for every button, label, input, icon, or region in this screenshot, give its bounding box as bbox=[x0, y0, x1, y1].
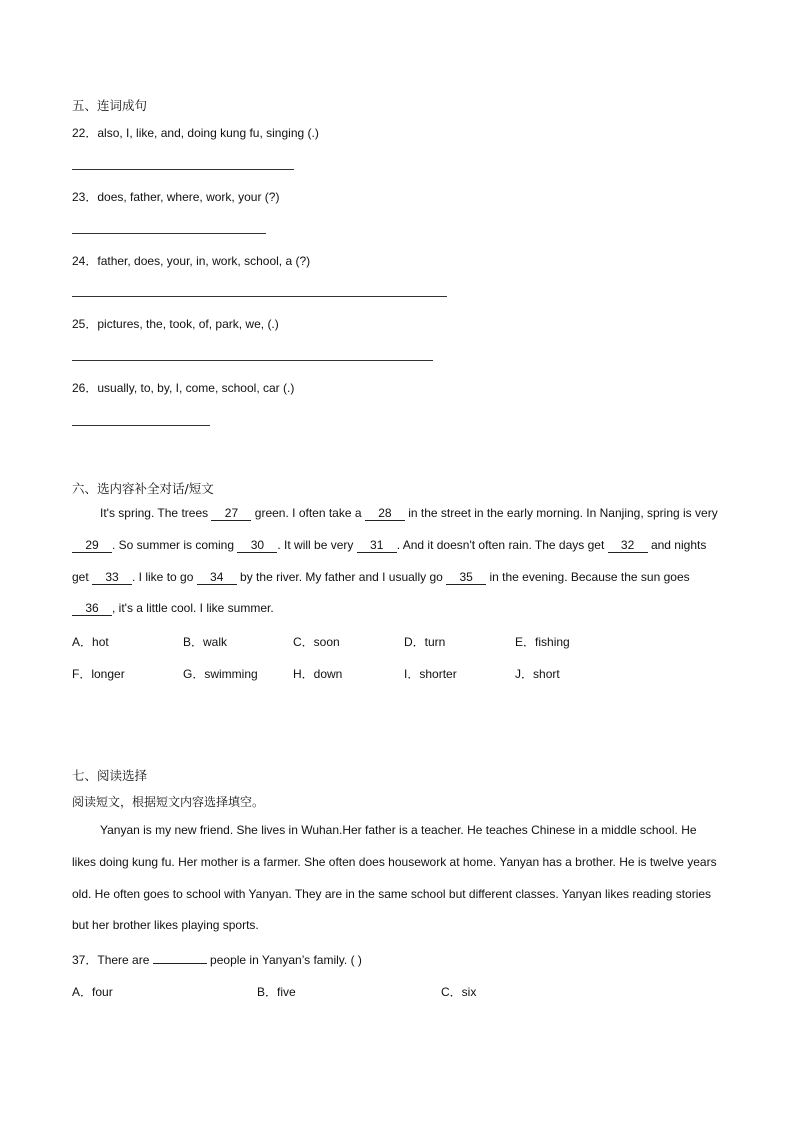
section-heading-6: 六、选内容补全对话/短文 bbox=[72, 481, 214, 496]
answer-line-24[interactable] bbox=[72, 296, 447, 297]
answer-line-26[interactable] bbox=[72, 425, 210, 426]
question-25 bbox=[72, 315, 279, 332]
question-26 bbox=[72, 379, 294, 396]
question-text: does, father, where, work, your (?) bbox=[97, 190, 280, 204]
question-number: 37． bbox=[72, 953, 98, 967]
answer-line-23[interactable] bbox=[72, 233, 266, 234]
answer-line-25[interactable] bbox=[72, 360, 433, 361]
blank-32[interactable]: 32 bbox=[608, 538, 648, 553]
answer-blank-37[interactable] bbox=[153, 952, 207, 964]
question-text: also, I, like, and, doing kung fu, singing (.) bbox=[97, 126, 319, 140]
question-22 bbox=[72, 124, 319, 141]
question-number: 25． bbox=[72, 317, 98, 331]
option-b[interactable]: B．walk bbox=[183, 635, 228, 649]
blank-36[interactable]: 36 bbox=[72, 601, 112, 616]
question-text: pictures, the, took, of, park, we, (.) bbox=[97, 317, 279, 331]
reading-passage: Yanyan is my new friend. She lives in Wuhan.Her father is a teacher. He teaches Chinese in a middle school. He likes doing kung fu. Her mother is a farmer. She often does housework at home. Yanyan has a brother. He is twelve years old. He often goes to school with Yanyan. They are in the same school but different classes. Yanyan likes reading stories but her brother likes playing sports. bbox=[72, 823, 717, 933]
q37-option-c[interactable]: C．six bbox=[441, 985, 477, 999]
question-number: 23． bbox=[72, 190, 98, 204]
question-number: 22． bbox=[72, 126, 98, 140]
question-number: 26． bbox=[72, 381, 98, 395]
question-23 bbox=[72, 188, 279, 205]
question-24 bbox=[72, 252, 310, 269]
blank-30[interactable]: 30 bbox=[237, 538, 277, 553]
blank-35[interactable]: 35 bbox=[446, 570, 486, 585]
answer-line-22[interactable] bbox=[72, 169, 294, 170]
blank-33[interactable]: 33 bbox=[92, 570, 132, 585]
option-e[interactable]: E．fishing bbox=[515, 635, 570, 649]
blank-31[interactable]: 31 bbox=[357, 538, 397, 553]
section-heading-5: 五、连词成句 bbox=[72, 98, 148, 113]
question-text: usually, to, by, I, come, school, car (.) bbox=[97, 381, 295, 395]
question-number: 24． bbox=[72, 254, 98, 268]
option-h[interactable]: H．down bbox=[293, 667, 343, 681]
option-j[interactable]: J．short bbox=[515, 667, 560, 681]
cloze-passage: It's spring. The trees 27 green. I often take a 28 in the street in the early morning. In Nanjing, spring is very 29 . So summer is coming 30 . It will be very 31 . And it doesn't often rain. The days get 32 and nights get 33 . I like to go 34 by the river. My father and I usually go 35 in the evening. Because the sun goes 36 , it's a little cool. I like summer. bbox=[72, 506, 718, 616]
blank-29[interactable]: 29 bbox=[72, 538, 112, 553]
option-f[interactable]: F．longer bbox=[72, 667, 125, 681]
q37-option-a[interactable]: A．four bbox=[72, 985, 113, 999]
question-text: father, does, your, in, work, school, a (?) bbox=[97, 254, 311, 268]
section-heading-7: 七、阅读选择 bbox=[72, 768, 148, 783]
option-c[interactable]: C．soon bbox=[293, 635, 340, 649]
blank-34[interactable]: 34 bbox=[197, 570, 237, 585]
option-a[interactable]: A．hot bbox=[72, 635, 109, 649]
reading-instruction: 阅读短文，根据短文内容选择填空。 bbox=[72, 795, 265, 809]
option-g[interactable]: G．swimming bbox=[183, 667, 258, 681]
blank-27[interactable]: 27 bbox=[211, 506, 251, 521]
blank-28[interactable]: 28 bbox=[365, 506, 405, 521]
q37-option-b[interactable]: B．five bbox=[257, 985, 296, 999]
option-i[interactable]: I．shorter bbox=[404, 667, 457, 681]
question-37: 37．There are people in Yanyan’s family. ( ) bbox=[72, 953, 362, 967]
option-d[interactable]: D．turn bbox=[404, 635, 446, 649]
